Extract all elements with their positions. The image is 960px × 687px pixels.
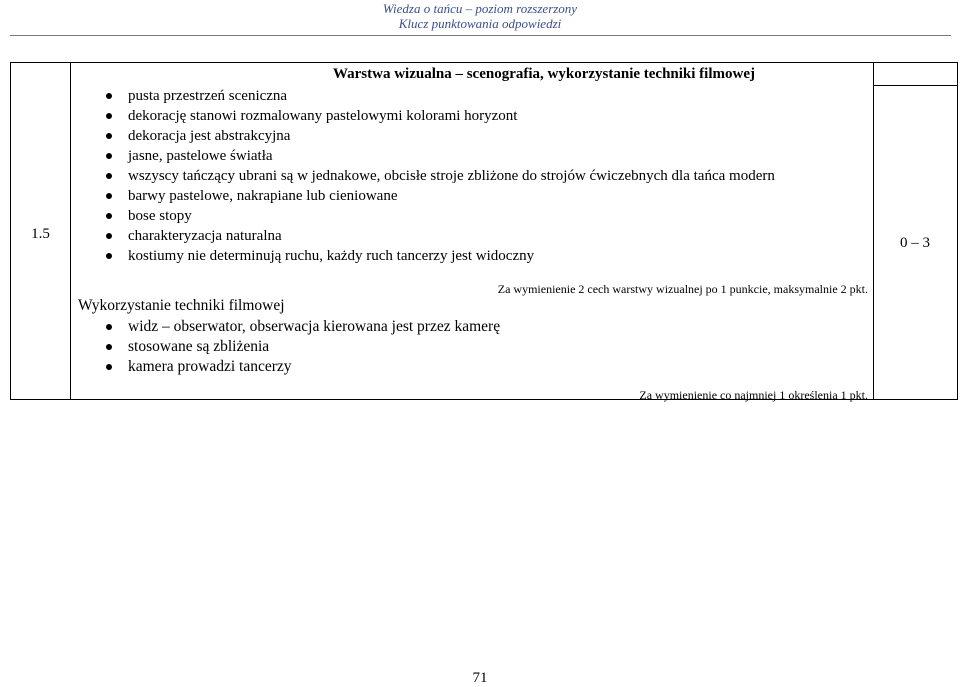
list-item: stosowane są zbliżenia xyxy=(71,337,500,357)
header-subject: Wiedza o tańcu – poziom rozszerzony xyxy=(382,1,578,16)
header-subtitle: Klucz punktowania odpowiedzi xyxy=(398,16,562,31)
list-item: barwy pastelowe, nakrapiane lub cieniowane xyxy=(71,186,775,206)
list-item: charakteryzacja naturalna xyxy=(71,226,775,246)
list-item: wszyscy tańczący ubrani są w jednakowe, obcisłe stroje zbliżone do strojów ćwiczebnych dla tańca modern xyxy=(71,166,775,186)
task-number: 1.5 xyxy=(31,226,50,242)
list-item: bose stopy xyxy=(71,206,775,226)
page-number: 71 xyxy=(472,670,488,686)
section-title: Warstwa wizualna – scenografia, wykorzystanie techniki filmowej xyxy=(332,66,755,82)
scoring-table xyxy=(10,62,958,400)
points-cell-top xyxy=(873,63,957,86)
list-item: widz – obserwator, obserwacja kierowana jest przez kamerę xyxy=(71,317,500,337)
list-item: dekoracja jest abstrakcyjna xyxy=(71,126,775,146)
visual-items-list xyxy=(71,86,775,266)
header-rule xyxy=(10,35,951,36)
list-item: pusta przestrzeń sceniczna xyxy=(71,86,775,106)
list-item: kamera prowadzi tancerzy xyxy=(71,357,500,377)
film-technique-title: Wykorzystanie techniki filmowej xyxy=(78,297,285,314)
film-scoring-note: Za wymienienie co najmniej 1 określenia 1 pkt. xyxy=(639,388,868,402)
visual-scoring-note: Za wymienienie 2 cech warstwy wizualnej po 1 punkcie, maksymalnie 2 pkt. xyxy=(497,282,868,296)
column-divider-right xyxy=(873,63,874,399)
list-item: dekorację stanowi rozmalowany pastelowymi kolorami horyzont xyxy=(71,106,775,126)
film-items-list xyxy=(71,317,500,377)
list-item: kostiumy nie determinują ruchu, każdy ruch tancerzy jest widoczny xyxy=(71,246,775,266)
list-item: jasne, pastelowe światła xyxy=(71,146,775,166)
points-range: 0 – 3 xyxy=(900,235,930,251)
